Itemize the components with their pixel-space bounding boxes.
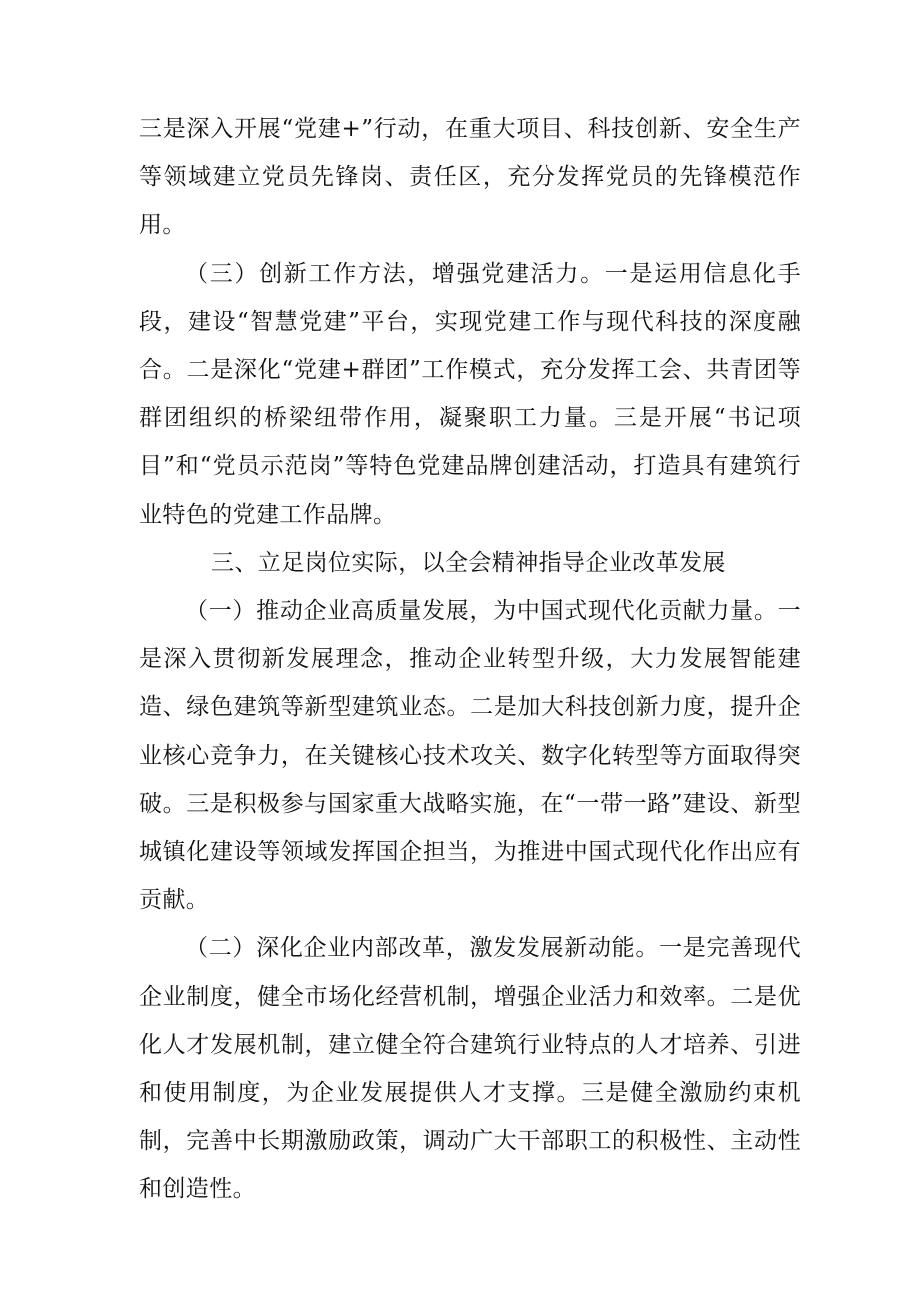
paragraph-continuation: 三是深入开展“党建+”行动，在重大项目、科技创新、安全生产等领域建立党员先锋岗、责任区，充分发挥党员的先锋模范作用。 — [139, 116, 801, 239]
section-heading: 三、立足岗位实际，以全会精神指导企业改革发展 — [211, 549, 726, 576]
paragraph-internal-reform: （二）深化企业内部改革，激发发展新动能。一是完善现代企业制度，健全市场化经营机制，增强企业活力和效率。二是优化人才发展机制，建立健全符合建筑行业特点的人才培养、引进和使用制度，为企业发展提供人才支撑。三是健全激励约束机制，完善中长期激励政策，调动广大干部职工的积极性、主动性和创造性。 — [139, 935, 801, 1203]
paragraph-innovate-methods: （三）创新工作方法，增强党建活力。一是运用信息化手段，建设“智慧党建”平台，实现党建工作与现代科技的深度融合。二是深化“党建+群团”工作模式，充分发挥工会、共青团等群团组织的桥梁纽带作用，凝聚职工力量。三是开展“书记项目”和“党员示范岗”等特色党建品牌创建活动，打造具有建筑行业特色的党建工作品牌。 — [139, 260, 801, 528]
document-body — [139, 105, 801, 1214]
paragraph-high-quality-development: （一）推动企业高质量发展，为中国式现代化贡献力量。一是深入贯彻新发展理念，推动企业转型升级，大力发展智能建造、绿色建筑等新型建筑业态。二是加大科技创新力度，提升企业核心竞争力，在关键核心技术攻关、数字化转型等方面取得突破。三是积极参与国家重大战略实施，在“一带一路”建设、新型城镇化建设等领域发挥国企担当，为推进中国式现代化作出应有贡献。 — [139, 598, 801, 914]
